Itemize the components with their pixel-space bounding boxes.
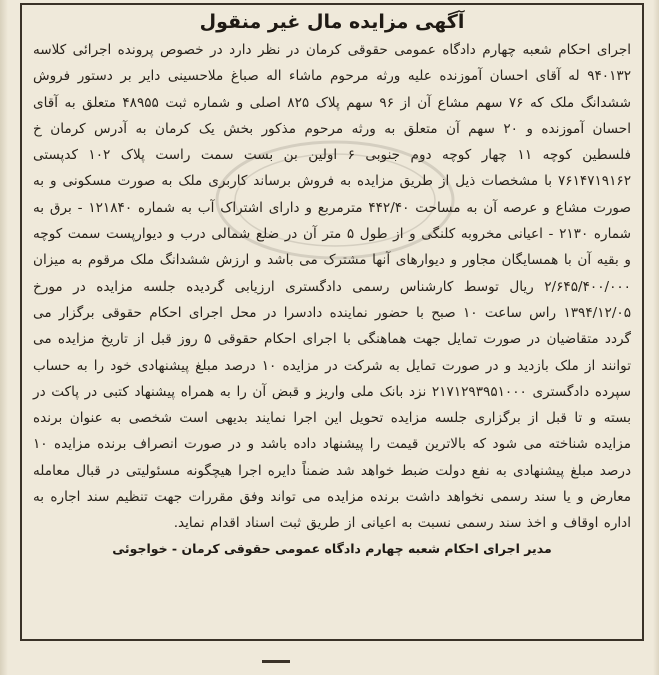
notice-title: آگهی مزایده مال غیر منقول <box>199 11 465 33</box>
notice-body: اجرای احکام شعبه چهارم دادگاه عمومی حقوقی کرمان در نظر دارد در خصوص پرونده اجرائی کلاسه ۹۴۰۱۳۲ له آقای احسان آموزنده علیه ورثه مرحوم ماشاء اله صباغ ملاحسینی دایر بر دستور فروش ششدانگ ملک که ۷۶ سهم مشاع آن از ۹۶ سهم پلاک ۸۲۵ اصلی و شماره ثبت ۴۸۹۵۵ متعلق به آقای احسان آموزنده و ۲۰ سهم آن متعلق به ورثه مرحوم مذکور بخش یک کرمان به آدرس کرمان خ فلسطین کوچه ۱۱ چهار کوچه دوم جنوبی ۶ اولین بن بست سمت راست پلاک ۱۰۲ کدپستی ۷۶۱۴۷۱۹۱۶۲ با مشخصات ذیل از طریق مزایده به فروش برساند کاربری ملک به صورت مسکونی و به صورت مشاع و عرصه آن به مساحت ۴۴۲/۴۰ مترمربع و دارای اشتراک آب به شماره ۱۲۱۸۴۰ - برق به شماره ۲۱۳۰ - اعیانی مخروبه کلنگی و از طول ۵ متر آن در ضلع شمالی درب و دیوارپست سمت کوچه و بقیه آن با همسایگان مجاور و دیوارهای آنها مشترک می باشد و ارزش ششدانگ ملک مرقوم به میزان ۲/۶۴۵/۴۰۰/۰۰۰ ریال توسط کارشناس رسمی دادگستری ارزیابی گردیده جلسه مزایده در مورخ ۱۳۹۴/۱۲/۰۵ راس ساعت ۱۰ صبح با حضور نماینده دادسرا در محل اجرای احکام حقوقی برگزار می گردد متقاضیان در صورت تمایل جهت هماهنگی با اجرای احکام حقوقی ۵ روز قبل از تاریخ مزایده می توانند از ملک بازدید و در صورت تمایل به شرکت در مزایده ۱۰ درصد مبلغ پیشنهادی خود را به حساب سپرده دادگستری ۲۱۷۱۲۹۳۹۵۱۰۰۰ نزد بانک ملی واریز و قبض آن را به همراه پیشنهاد کتبی در پاکت در بسته و تا قبل از برگزاری جلسه مزایده تحویل این اجرا نمایند بدیهی است شخصی به عنوان برنده مزایده شناخته می شود که بالاترین قیمت را پیشنهاد داده باشد و در صورت انصراف برنده مزایده ۱۰ درصد مبلغ پیشنهادی به نفع دولت ضبط خواهد شد ضمناً دایره اجرا هیچگونه مسئولیتی در قبال معامله معارض و یا سند رسمی نخواهد داشت برنده مزایده می تواند وفق مقررات جهت تنظیم سند اجاره به اداره اوقاف و اخذ سند رسمی نسبت به اعیانی از طریق ثبت اسناد اقدام نماید. <box>33 42 632 532</box>
divider-rule <box>262 660 290 663</box>
auction-notice-box <box>20 3 644 641</box>
scan-shadow-left <box>0 0 8 675</box>
scan-shadow-right <box>653 0 659 675</box>
notice-signature: مدیر اجرای احکام شعبه چهارم دادگاه عمومی حقوقی کرمان - خواجوئی <box>112 540 552 556</box>
